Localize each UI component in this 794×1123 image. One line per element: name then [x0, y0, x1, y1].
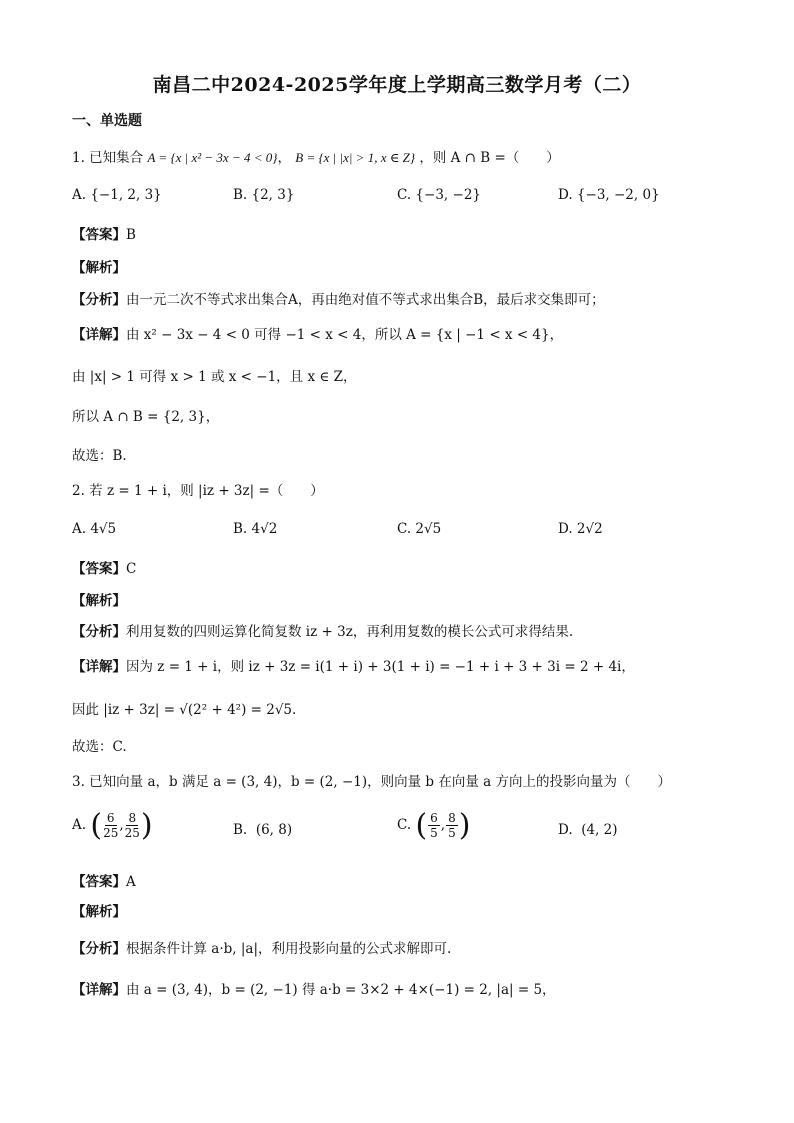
q2-stem: 2. 若 z = 1 + i，则 |iz + 3z| =（ ） [72, 483, 324, 499]
q3-xiangjie-1: 【详解】由 a = (3, 4)，b = (2, −1) 得 a·b = 3×2 + 4×(−1) = 2, |a| = 5， [72, 982, 556, 998]
label-tag: 【详解】 [72, 327, 126, 343]
label-tag: 【答案】 [72, 561, 126, 577]
page-title: 南昌二中2024-2025学年度上学期高三数学月考（二） [152, 74, 642, 96]
label-tag: 【解析】 [72, 904, 126, 920]
section-heading: 一、单选题 [72, 113, 142, 129]
q2-option-a: A. 4√5 [72, 521, 117, 537]
q3-option-a-frac1: $\frac{6}{25}$ [103, 811, 119, 840]
q2-xiangjie-2: 因此 |iz + 3z| = √(2² + 4²) = 2√5. [72, 702, 297, 718]
q1-option-c: C. {−3, −2} [397, 187, 481, 203]
label-tag: 【分析】 [72, 941, 126, 957]
q1-xiangjie-1: 【详解】由 x² − 3x − 4 < 0 可得 −1 < x < 4，所以 A = {x | −1 < x < 4}， [72, 327, 564, 343]
q2-xiangjie-1: 【详解】因为 z = 1 + i，则 iz + 3z = i(1 + i) + 3(1 + i) = −1 + i + 3 + 3i = 2 + 4i， [72, 659, 635, 675]
q1-jiexi [72, 256, 126, 276]
q1-stem [72, 146, 560, 166]
q1-set-a: A = {x | x² − 3x − 4 < 0} [147, 150, 278, 165]
label-tag: 【分析】 [72, 292, 126, 308]
q1-stem-prefix: 1. 已知集合 [72, 150, 144, 166]
q2-guxuan: 故选：C. [72, 739, 127, 755]
q2-fenxi: 【分析】利用复数的四则运算化简复数 iz + 3z，再利用复数的模长公式可求得结果. [72, 624, 574, 640]
q1-option-b: B. {2, 3} [233, 187, 295, 203]
label-tag: 【答案】 [72, 874, 126, 890]
label-tag: 【解析】 [72, 260, 126, 276]
q1-comma: ， [277, 150, 291, 166]
q3-option-a: A. ( $\frac{6}{25}$ , $\frac{8}{25}$ ) [72, 808, 153, 843]
q3-option-c-frac2: $\frac{8}{5}$ [448, 811, 456, 840]
label-tag: 【解析】 [72, 593, 126, 609]
q2-option-b: B. 4√2 [233, 521, 278, 537]
q3-answer: 【答案】A [72, 874, 136, 890]
q1-xiangjie-2: 由 |x| > 1 可得 x > 1 或 x < −1，且 x ∈ Z， [72, 369, 357, 385]
q3-option-c-label: C. [397, 817, 412, 833]
q3-jiexi [72, 900, 126, 920]
q3-option-c-frac1: $\frac{6}{5}$ [430, 811, 438, 840]
q1-answer: 【答案】B [72, 227, 136, 243]
q2-option-c: C. 2√5 [397, 521, 442, 537]
q1-stem-suffix: ，则 A ∩ B =（ ） [419, 150, 560, 166]
label-tag: 【详解】 [72, 982, 126, 998]
q3-option-c: C. ( $\frac{6}{5}$ , $\frac{8}{5}$ ) [397, 808, 471, 843]
q2-option-d: D. 2√2 [558, 521, 603, 537]
q1-xiangjie-3: 所以 A ∩ B = {2, 3}， [72, 409, 220, 425]
q3-stem: 3. 已知向量 a，b 满足 a = (3, 4)，b = (2, −1)，则向量 b 在向量 a 方向上的投影向量为（ ） [72, 774, 671, 790]
q2-answer: 【答案】C [72, 561, 137, 577]
label-tag: 【分析】 [72, 624, 126, 640]
q1-fenxi: 【分析】由一元二次不等式求出集合A，再由绝对值不等式求出集合B，最后求交集即可； [72, 292, 605, 308]
q1-option-d: D. {−3, −2, 0} [558, 187, 660, 203]
q3-option-a-label: A. [72, 817, 87, 833]
q3-option-b: B. (6, 8) [233, 822, 293, 838]
q3-fenxi: 【分析】根据条件计算 a·b, |a|，利用投影向量的公式求解即可. [72, 941, 452, 957]
q1-guxuan: 故选：B. [72, 448, 127, 464]
q1-option-a: A. {−1, 2, 3} [72, 187, 162, 203]
q2-jiexi [72, 589, 126, 609]
q3-option-d: D. (4, 2) [558, 822, 618, 838]
label-tag: 【答案】 [72, 227, 126, 243]
q1-set-b: B = {x | |x| > 1, x ∈ Z} [295, 150, 416, 165]
label-tag: 【详解】 [72, 659, 126, 675]
q3-option-a-frac2: $\frac{8}{25}$ [124, 811, 140, 840]
